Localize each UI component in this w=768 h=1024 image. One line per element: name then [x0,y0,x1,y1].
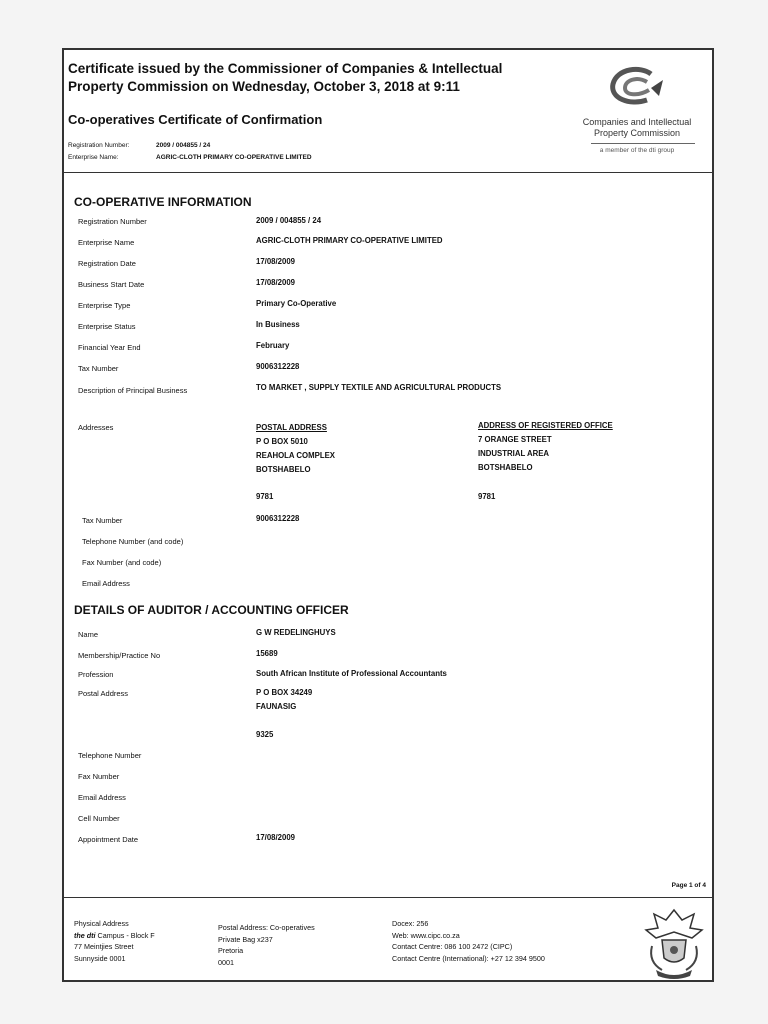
header-reg-label: Registration Number: [68,142,130,149]
coop-row-label: Enterprise Status [78,322,136,331]
footer-line: 0001 [218,957,234,967]
certificate-subtitle: Co-operatives Certificate of Confirmation [68,112,323,127]
page-number: Page 1 of 4 [671,882,706,889]
coop-row-label: Registration Date [78,259,136,268]
auditor-postal-code: 9325 [256,730,274,739]
dti-name: the dti [74,930,96,940]
coop-row-label: Tax Number [78,364,119,373]
coop-row-label: Registration Number [78,217,147,226]
auditor-postal-label: Postal Address [78,689,129,698]
title-line-2: Property Commission on Wednesday, October 3, 2018 at 9:11 [68,79,460,94]
coop-row-value: February [256,341,290,350]
coop-row-label: Description of Principal Business [78,386,188,395]
registered-office-line: 7 ORANGE STREET [478,435,552,444]
registered-office-line: BOTSHABELO [478,463,533,472]
cipc-logo [569,66,705,154]
appointment-date-value: 17/08/2009 [256,833,296,842]
certificate-page [62,48,714,982]
footer-line: Sunnyside 0001 [74,953,126,963]
footer-line: Physical Address [74,919,129,928]
coop-row-label: Enterprise Type [78,301,131,310]
logo-org-name [569,117,705,139]
footer-postal-address [218,922,315,968]
registered-office-code: 9781 [478,492,496,501]
header-ent-value: AGRIC-CLOTH PRIMARY CO-OPERATIVE LIMITED [156,154,312,161]
certificate-title [68,60,518,96]
coop-row-value: 9006312228 [256,362,300,371]
footer-line: 77 Meintjies Street [74,942,134,951]
auditor-telephone-label: Telephone Number [78,751,142,760]
footer-line: Postal Address: Co-operatives [218,923,315,932]
postal-code: 9781 [256,492,274,501]
footer-line: Contact Centre (International): +27 12 394 9500 [392,953,545,963]
footer-line: Docex: 256 [392,919,429,928]
postal-address-line: REAHOLA COMPLEX [256,451,335,460]
cipc-logo-icon [607,66,667,108]
auditor-cell-label: Cell Number [78,814,120,823]
coop-row-label: Financial Year End [78,343,141,352]
coop-telephone-label: Telephone Number (and code) [82,537,184,546]
header-reg-value: 2009 / 004855 / 24 [156,142,211,149]
postal-address-line: P O BOX 5010 [256,437,308,446]
auditor-row-label: Profession [78,670,114,679]
auditor-postal-address [256,686,312,714]
auditor-row-value: 15689 [256,649,278,658]
header-registration [68,142,210,149]
header-ent-label: Enterprise Name: [68,154,119,161]
title-line-1: Certificate issued by the Commissioner of Companies & Intellectual [68,61,503,76]
coop-row-value: 17/08/2009 [256,278,296,287]
footer-line: Pretoria [218,946,244,955]
auditor-row-label: Name [78,630,99,639]
coop-row-value: AGRIC-CLOTH PRIMARY CO-OPERATIVE LIMITED [256,236,443,245]
footer-campus: Campus - Block F [95,930,155,940]
coop-row-value: Primary Co-Operative [256,299,337,308]
coop-email-label: Email Address [82,579,130,588]
footer-divider [64,897,712,898]
registered-office-line: INDUSTRIAL AREA [478,449,550,458]
auditor-row-label: Membership/Practice No [78,651,161,660]
footer-line [74,930,155,942]
postal-address-heading: POSTAL ADDRESS [256,423,327,432]
logo-name-line-1: Companies and Intellectual [582,117,692,127]
coop-row-value: 2009 / 004855 / 24 [256,216,322,225]
auditor-postal-line: P O BOX 34249 [256,688,313,697]
coat-of-arms-icon [642,906,706,980]
coop-info-heading: CO-OPERATIVE INFORMATION [74,195,252,209]
logo-tagline: a member of the dti group [599,147,675,154]
footer-line: Web: www.cipc.co.za [392,930,460,940]
appointment-date-label: Appointment Date [78,835,139,844]
auditor-postal-line: FAUNASIG [256,702,297,711]
auditor-row-value: South African Institute of Professional Accountants [256,669,447,678]
header-divider [64,172,712,173]
registered-office-block [478,419,613,475]
tax-number-label: Tax Number [82,516,123,525]
header-enterprise [68,154,312,161]
logo-name-line-2: Property Commission [593,128,681,138]
coop-row-value: TO MARKET , SUPPLY TEXTILE AND AGRICULTURAL PRODUCTS [256,383,502,392]
auditor-heading: DETAILS OF AUDITOR / ACCOUNTING OFFICER [74,603,349,617]
footer-contact [392,918,545,964]
auditor-email-label: Email Address [78,793,126,802]
postal-address-line: BOTSHABELO [256,465,311,474]
footer-line: Private Bag x237 [218,934,273,944]
coop-row-label: Business Start Date [78,280,145,289]
footer-line: Contact Centre: 086 100 2472 (CIPC) [392,942,513,951]
coop-row-label: Enterprise Name [78,238,135,247]
registered-office-heading: ADDRESS OF REGISTERED OFFICE [478,421,613,430]
footer-physical-address [74,918,155,964]
coop-row-value: In Business [256,320,300,329]
logo-divider [591,143,695,144]
coop-fax-label: Fax Number (and code) [82,558,162,567]
addresses-label: Addresses [78,423,114,432]
auditor-row-value: G W REDELINGHUYS [256,628,336,637]
auditor-fax-label: Fax Number [78,772,120,781]
tax-number-value: 9006312228 [256,514,300,523]
coop-row-value: 17/08/2009 [256,257,296,266]
postal-address-block [256,421,335,477]
